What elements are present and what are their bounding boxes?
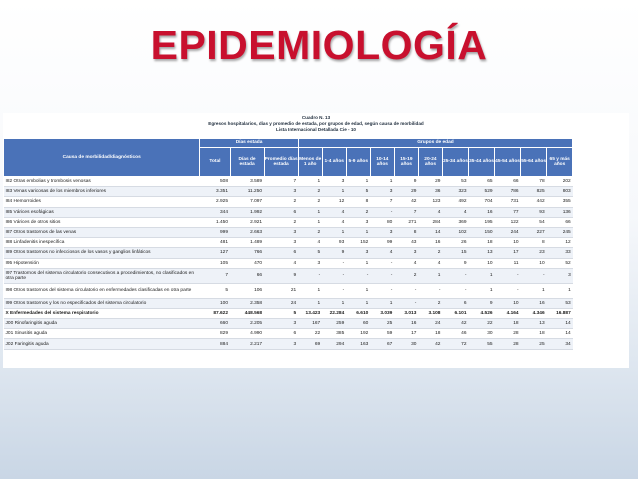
value-cell: 492	[442, 197, 468, 207]
value-cell: 105	[200, 258, 230, 268]
value-cell: 6	[264, 248, 298, 258]
column-header: 1-4 años	[322, 148, 346, 177]
column-header: Total	[200, 148, 230, 177]
value-cell: 3	[264, 339, 298, 349]
value-cell: 8	[394, 227, 418, 237]
column-header: 55-64 años	[521, 148, 547, 177]
slide-title: EPIDEMIOLOGÍA	[150, 22, 488, 68]
value-cell: 9	[442, 258, 468, 268]
value-cell: 22	[469, 319, 495, 329]
value-cell: 704	[469, 197, 495, 207]
value-cell: 369	[442, 217, 468, 227]
value-cell: 2	[418, 248, 442, 258]
value-cell: 23	[521, 248, 547, 258]
value-cell: 1	[322, 187, 346, 197]
table-row	[4, 187, 630, 197]
value-cell: 4	[418, 207, 442, 217]
value-cell: 123	[418, 197, 442, 207]
value-cell: 1	[346, 283, 370, 298]
value-cell: 60	[346, 319, 370, 329]
value-cell: 884	[200, 339, 230, 349]
value-cell: 34	[547, 339, 573, 349]
value-cell: 72	[442, 339, 468, 349]
value-cell: 29	[418, 177, 442, 187]
value-cell: 152	[346, 238, 370, 248]
cause-cell: I84 Hemorroides	[4, 197, 200, 207]
value-cell: 2	[298, 227, 322, 237]
value-cell: 10	[495, 238, 521, 248]
value-cell: 4.164	[495, 308, 521, 318]
value-cell: -	[394, 298, 418, 308]
value-cell: 52	[547, 258, 573, 268]
table-row	[4, 197, 630, 207]
value-cell: 9	[394, 177, 418, 187]
value-cell: 53	[547, 298, 573, 308]
value-cell: 481	[200, 238, 230, 248]
value-cell: 2	[298, 187, 322, 197]
value-cell: 3.351	[200, 187, 230, 197]
value-cell: 5	[298, 248, 322, 258]
value-cell: 195	[469, 217, 495, 227]
value-cell: 4	[394, 258, 418, 268]
value-cell: 127	[200, 248, 230, 258]
table-row	[4, 268, 630, 283]
value-cell: 5	[346, 187, 370, 197]
table-row	[4, 339, 630, 349]
value-cell: -	[322, 268, 346, 283]
value-cell: 99	[370, 238, 394, 248]
value-cell: 508	[200, 177, 230, 187]
cause-cell: I89 Otros trastornos no infecciosos de los vasos y ganglios linfáticos	[4, 248, 200, 258]
value-cell: 28	[495, 329, 521, 339]
value-cell: 5	[200, 283, 230, 298]
value-cell: 22	[298, 329, 322, 339]
value-cell: 16	[521, 298, 547, 308]
value-cell: 18	[521, 329, 547, 339]
value-cell: 2.358	[230, 298, 264, 308]
value-cell: 25	[521, 339, 547, 349]
value-cell: 202	[547, 177, 573, 187]
value-cell: 3.108	[418, 308, 442, 318]
value-cell: 3	[370, 187, 394, 197]
value-cell: -	[370, 258, 394, 268]
value-cell: 731	[495, 197, 521, 207]
value-cell: 1	[370, 177, 394, 187]
value-cell: 16	[394, 319, 418, 329]
value-cell: 122	[495, 217, 521, 227]
value-cell: 10	[469, 258, 495, 268]
column-header: Promedio días estada	[264, 148, 298, 177]
value-cell: 9	[264, 268, 298, 283]
value-cell: 1	[298, 207, 322, 217]
value-cell: 136	[547, 207, 573, 217]
value-cell: 1	[521, 283, 547, 298]
value-cell: 1	[346, 227, 370, 237]
value-cell: 5	[264, 308, 298, 318]
value-cell: 3	[264, 187, 298, 197]
column-header: 10-14 años	[370, 148, 394, 177]
table-row	[4, 207, 630, 217]
value-cell: 4	[370, 248, 394, 258]
value-cell: 3	[264, 238, 298, 248]
cause-cell: I85 Várices esofágicas	[4, 207, 200, 217]
value-cell: 167	[298, 319, 322, 329]
value-cell: 6	[442, 298, 468, 308]
value-cell: 6	[264, 207, 298, 217]
value-cell: 1	[298, 283, 322, 298]
value-cell: 766	[230, 248, 264, 258]
value-cell: 3	[322, 177, 346, 187]
value-cell: 93	[322, 238, 346, 248]
cause-cell: J00 Rinofaringitis aguda	[4, 319, 200, 329]
cause-cell: I99 Otros trastornos y los no especificados del sistema circulatorio	[4, 298, 200, 308]
value-cell: 66	[495, 177, 521, 187]
value-cell: 65	[469, 177, 495, 187]
value-cell: 102	[442, 227, 468, 237]
value-cell: 4	[298, 238, 322, 248]
caption-number: Cuadro N. 13	[301, 115, 331, 120]
value-cell: 529	[469, 187, 495, 197]
table-row	[4, 298, 630, 308]
value-cell: 59	[370, 329, 394, 339]
cause-cell: I82 Otras embolias y trombosis venosas	[4, 177, 200, 187]
column-header: 5-9 años	[346, 148, 370, 177]
value-cell: 55	[469, 339, 495, 349]
column-header: Menos de 1 año	[298, 148, 322, 177]
value-cell: 3	[370, 227, 394, 237]
value-cell: 1	[469, 268, 495, 283]
value-cell: -	[521, 268, 547, 283]
value-cell: -	[370, 268, 394, 283]
value-cell: 18	[469, 238, 495, 248]
value-cell: 4.346	[521, 308, 547, 318]
value-cell: 1	[469, 283, 495, 298]
value-cell: 442	[521, 197, 547, 207]
value-cell: 106	[230, 283, 264, 298]
value-cell: -	[370, 283, 394, 298]
value-cell: 22.284	[322, 308, 346, 318]
value-cell: 3	[547, 268, 573, 283]
value-cell: 3.039	[370, 308, 394, 318]
value-cell: 4	[322, 207, 346, 217]
value-cell: 1	[370, 298, 394, 308]
value-cell: 10	[521, 258, 547, 268]
value-cell: 7	[394, 207, 418, 217]
value-cell: 42	[394, 197, 418, 207]
cause-cell: I88 Linfadenitis inespecífica	[4, 238, 200, 248]
cause-cell: I98 Otros trastornos del sistema circulatorio en enfermedades clasificadas en otra parte	[4, 283, 200, 298]
value-cell: 28	[495, 339, 521, 349]
value-cell: 16	[418, 238, 442, 248]
cause-cell: I97 Trastornos del sistema circulatorio consecutivos a procedimientos, no clasificados en otra parte	[4, 268, 200, 283]
value-cell: 17	[394, 329, 418, 339]
value-cell: 3	[346, 217, 370, 227]
value-cell: 385	[322, 329, 346, 339]
value-cell: 18	[495, 319, 521, 329]
value-cell: -	[346, 268, 370, 283]
value-cell: 1	[298, 217, 322, 227]
value-cell: 1.489	[230, 238, 264, 248]
value-cell: 13.423	[298, 308, 322, 318]
table-row	[4, 319, 630, 329]
value-cell: 786	[495, 187, 521, 197]
value-cell: 1	[298, 298, 322, 308]
value-cell: 21	[264, 283, 298, 298]
value-cell: 1	[346, 258, 370, 268]
value-cell: 14	[418, 227, 442, 237]
value-cell: 9	[469, 298, 495, 308]
value-cell: 2.217	[230, 339, 264, 349]
value-cell: 3.589	[230, 177, 264, 187]
value-cell: 12	[322, 197, 346, 207]
cause-cell: I87 Otros trastornos de las venas	[4, 227, 200, 237]
value-cell: 77	[495, 207, 521, 217]
column-header: 45-54 años	[495, 148, 521, 177]
cause-cell: J02 Faringitis aguda	[4, 339, 200, 349]
value-cell: 829	[200, 329, 230, 339]
value-cell: -	[442, 283, 468, 298]
table-row	[4, 217, 630, 227]
column-header: 65 y más años	[547, 148, 573, 177]
value-cell: 3	[264, 319, 298, 329]
value-cell: 18	[418, 329, 442, 339]
value-cell: 7.097	[230, 197, 264, 207]
value-cell: -	[442, 268, 468, 283]
table-document	[3, 113, 629, 368]
value-cell: -	[495, 283, 521, 298]
value-cell: 3	[394, 248, 418, 258]
value-cell: 825	[521, 187, 547, 197]
table-row	[4, 248, 630, 258]
value-cell: 33	[547, 248, 573, 258]
value-cell: 294	[322, 339, 346, 349]
value-cell: 6.610	[346, 308, 370, 318]
value-cell: 12	[547, 238, 573, 248]
value-cell: 13	[521, 319, 547, 329]
value-cell: 271	[394, 217, 418, 227]
value-cell: 13	[469, 248, 495, 258]
table-row	[4, 283, 630, 298]
value-cell: 67	[370, 339, 394, 349]
value-cell: 42	[418, 339, 442, 349]
value-cell: 2	[418, 298, 442, 308]
value-cell: 470	[230, 258, 264, 268]
cause-cell: X Enfermedades del sistema respiratorio	[4, 308, 200, 318]
value-cell: 1	[547, 283, 573, 298]
table-row	[4, 308, 630, 318]
caption-list: Lista Internacional Detallada Cie - 10	[276, 127, 356, 133]
table-caption	[3, 115, 629, 134]
value-cell: 6	[264, 329, 298, 339]
value-cell: 14	[547, 319, 573, 329]
value-cell: 69	[298, 339, 322, 349]
table-row	[4, 258, 630, 268]
cause-cell: I83 Venas varicosas de los miembros inferiores	[4, 187, 200, 197]
value-cell: 1	[346, 298, 370, 308]
value-cell: 8	[521, 238, 547, 248]
value-cell: 24	[264, 298, 298, 308]
value-cell: 2	[394, 268, 418, 283]
table-row	[4, 177, 630, 187]
value-cell: 3	[346, 248, 370, 258]
value-cell: 24	[418, 319, 442, 329]
column-header: 25-34 años	[442, 148, 468, 177]
value-cell: 2.921	[230, 217, 264, 227]
value-cell: 4.526	[469, 308, 495, 318]
value-cell: 26	[442, 238, 468, 248]
value-cell: 4.990	[230, 329, 264, 339]
value-cell: 323	[442, 187, 468, 197]
value-cell: 93	[521, 207, 547, 217]
value-cell: 3	[264, 227, 298, 237]
value-cell: 25	[370, 319, 394, 329]
column-header: Días de estada	[230, 148, 264, 177]
value-cell: 259	[322, 319, 346, 329]
value-cell: 11	[495, 258, 521, 268]
morbidity-table	[3, 138, 629, 350]
value-cell: 10	[495, 298, 521, 308]
header-age-group: Grupos de edad	[298, 139, 573, 148]
value-cell: 17	[495, 248, 521, 258]
value-cell: 355	[547, 197, 573, 207]
table-row	[4, 227, 630, 237]
value-cell: 284	[418, 217, 442, 227]
value-cell: 7	[200, 268, 230, 283]
value-cell: 78	[521, 177, 547, 187]
value-cell: 2	[264, 197, 298, 207]
value-cell: 43	[394, 238, 418, 248]
value-cell: -	[370, 207, 394, 217]
value-cell: 9	[322, 248, 346, 258]
column-header: 15-19 años	[394, 148, 418, 177]
value-cell: 87.622	[200, 308, 230, 318]
value-cell: 14	[547, 329, 573, 339]
value-cell: 30	[394, 339, 418, 349]
value-cell: 36	[418, 187, 442, 197]
value-cell: 1	[418, 268, 442, 283]
value-cell: 1	[322, 227, 346, 237]
table-row	[4, 238, 630, 248]
value-cell: -	[495, 268, 521, 283]
value-cell: 6.101	[442, 308, 468, 318]
value-cell: 53	[442, 177, 468, 187]
value-cell: 2.205	[230, 319, 264, 329]
value-cell: -	[394, 283, 418, 298]
value-cell: 192	[346, 329, 370, 339]
value-cell: 1	[322, 298, 346, 308]
value-cell: 1.992	[230, 207, 264, 217]
value-cell: 999	[200, 227, 230, 237]
value-cell: 100	[200, 298, 230, 308]
header-cause: Causa de morbilidad/diagnósticos	[4, 139, 200, 177]
value-cell: 660	[200, 319, 230, 329]
value-cell: 3	[298, 258, 322, 268]
value-cell: 7	[264, 177, 298, 187]
cause-cell: I86 Várices de otros sitios	[4, 217, 200, 227]
cause-cell: I95 Hipotensión	[4, 258, 200, 268]
value-cell: 42	[442, 319, 468, 329]
value-cell: 227	[521, 227, 547, 237]
value-cell: 245	[547, 227, 573, 237]
column-header: 35-44 años	[469, 148, 495, 177]
value-cell: 46	[442, 329, 468, 339]
value-cell: 30	[469, 329, 495, 339]
value-cell: 344	[200, 207, 230, 217]
value-cell: 7	[370, 197, 394, 207]
value-cell: 11.250	[230, 187, 264, 197]
value-cell: 448.568	[230, 308, 264, 318]
header-days-group: Días estada	[200, 139, 298, 148]
value-cell: 66	[230, 268, 264, 283]
value-cell: 4	[322, 217, 346, 227]
value-cell: 4	[264, 258, 298, 268]
value-cell: -	[322, 283, 346, 298]
value-cell: 80	[370, 217, 394, 227]
value-cell: -	[418, 283, 442, 298]
value-cell: 1	[298, 177, 322, 187]
cause-cell: J01 Sinusitis aguda	[4, 329, 200, 339]
value-cell: -	[322, 258, 346, 268]
value-cell: 15	[442, 248, 468, 258]
table-body	[4, 177, 630, 350]
value-cell: 1.450	[200, 217, 230, 227]
value-cell: 8	[346, 197, 370, 207]
value-cell: 163	[346, 339, 370, 349]
value-cell: 4	[442, 207, 468, 217]
value-cell: 16.887	[547, 308, 573, 318]
value-cell: 150	[469, 227, 495, 237]
value-cell: 16	[469, 207, 495, 217]
caption-description: Egresos hospitalarios, días y promedio de estada, por grupos de edad, según causa de morbilidad	[208, 121, 424, 127]
value-cell: 4	[418, 258, 442, 268]
value-cell: 2.663	[230, 227, 264, 237]
value-cell: 2.925	[200, 197, 230, 207]
value-cell: 29	[394, 187, 418, 197]
value-cell: 1	[346, 177, 370, 187]
table-row-highlighted	[4, 329, 630, 339]
value-cell: 66	[547, 217, 573, 227]
column-header: 20-24 años	[418, 148, 442, 177]
value-cell: 2	[346, 207, 370, 217]
value-cell: -	[298, 268, 322, 283]
value-cell: 2	[264, 217, 298, 227]
value-cell: 54	[521, 217, 547, 227]
value-cell: 803	[547, 187, 573, 197]
value-cell: 2	[298, 197, 322, 207]
value-cell: 244	[495, 227, 521, 237]
value-cell: 3.013	[394, 308, 418, 318]
